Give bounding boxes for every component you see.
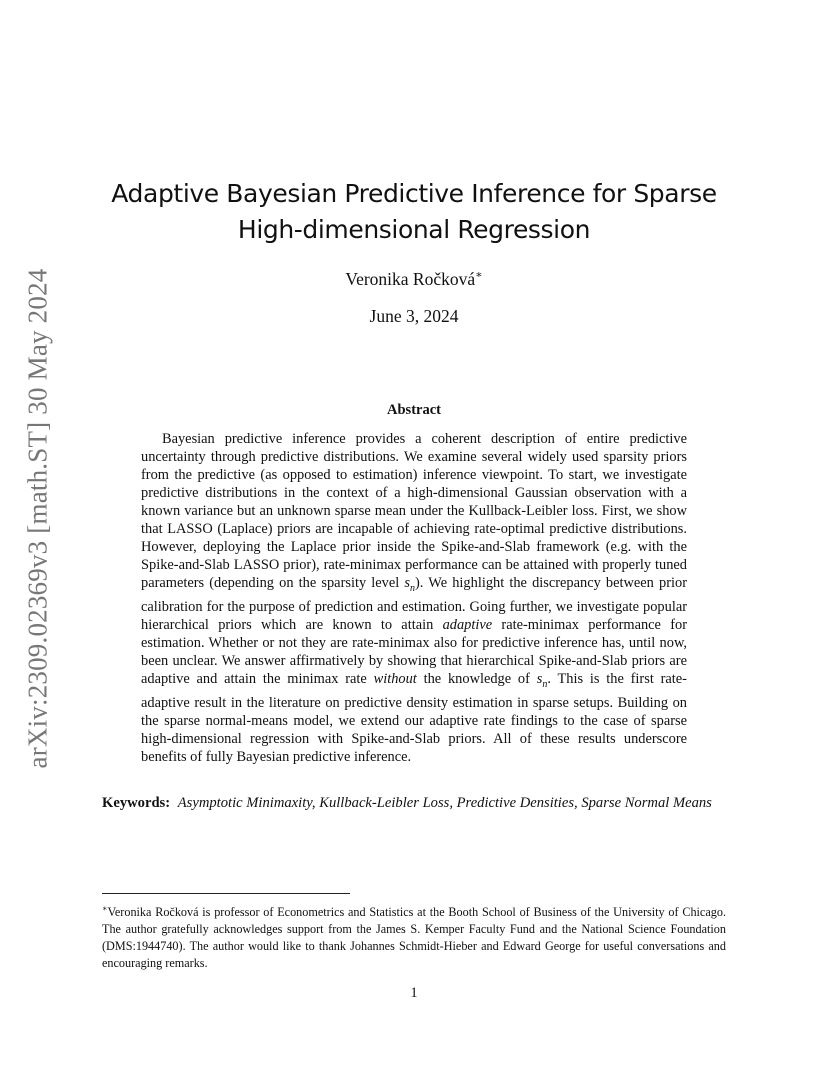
author-footnote-mark: ∗ xyxy=(475,269,483,281)
abstract-body xyxy=(141,430,687,766)
keywords-label: Keywords: xyxy=(102,795,171,811)
footnote-text: Veronika Ročková is professor of Econometrics and Statistics at the Booth School of Business of the University of Chicago. The author gratefully acknowledges support from the James S. Kemper Faculty Fund and the National Science Foundation (DMS:1944740). The author would like to thank Johannes Schmidt-Hieber and Edward George for useful conversations and encouraging remarks. xyxy=(102,905,726,971)
math-sub-n: n xyxy=(410,582,416,594)
abstract-emphasis-adaptive: adaptive xyxy=(442,616,493,633)
arxiv-identifier-text: arXiv:2309.02369v3 [math.ST] 30 May 2024 xyxy=(22,268,53,768)
abstract-text-3: rate-minimax performance for estimation. Whether or not they are rate-minimax also for predictive inference has, until now, been unclear. We answer affirmatively by showing that hierarchical Spike-and-Slab priors are adaptive and attain the minimax rate xyxy=(141,616,688,687)
author-name: Veronika Ročková xyxy=(345,268,476,289)
abstract-emphasis-without: without xyxy=(373,670,417,687)
author xyxy=(0,268,828,290)
footnote-mark: ∗ xyxy=(102,904,108,913)
math-s: s xyxy=(404,575,411,591)
arxiv-identifier xyxy=(18,258,58,778)
paper-date: June 3, 2024 xyxy=(369,306,459,326)
keywords xyxy=(102,794,726,813)
abstract-text-5: . This is the first rate-adaptive result in the literature on predictive density estimation in sparse setups. Building on the sparse normal-means model, we extend our adaptive rate findings to the case of sparse high-dimensional regression with Spike-and-Slab priors. All of these results underscore benefits of fully Bayesian predictive inference. xyxy=(141,670,687,765)
abstract-text-2: ). We highlight the discrepancy between prior calibration for the purpose of prediction and estimation. Going further, we investigate popular hierarchical priors which are known to attain xyxy=(141,575,687,633)
abstract-heading: Abstract xyxy=(387,402,441,418)
math-sub-n: n xyxy=(542,678,548,690)
page-number: 1 xyxy=(410,985,418,1001)
abstract-text-4: the knowledge of xyxy=(416,670,537,687)
math-s: s xyxy=(536,670,543,687)
footnote-divider xyxy=(102,893,350,894)
keywords-list: Asymptotic Minimaxity, Kullback-Leibler Loss, Predictive Densities, Sparse Normal Means xyxy=(177,795,712,811)
paper-title: Adaptive Bayesian Predictive Inference for Sparse High-dimensional Regression xyxy=(111,179,717,244)
abstract-text-1: Bayesian predictive inference provides a coherent description of entire predictive uncertainty through predictive distributions. We examine several widely used sparsity priors from the predictive (as opposed to estimation) inference viewpoint. To start, we investigate predictive distributions in the context of a high-dimensional Gaussian observation with a known variance but an unknown sparse mean under the Kullback-Leibler loss. First, we show that LASSO (Laplace) priors are incapable of achieving rate-optimal predictive distributions. However, deploying the Laplace prior inside the Spike-and-Slab framework (e.g. with the Spike-and-Slab LASSO prior), rate-minimax performance can be attained with properly tuned parameters (depending on the sparsity level xyxy=(141,431,687,591)
footnote xyxy=(102,900,726,972)
